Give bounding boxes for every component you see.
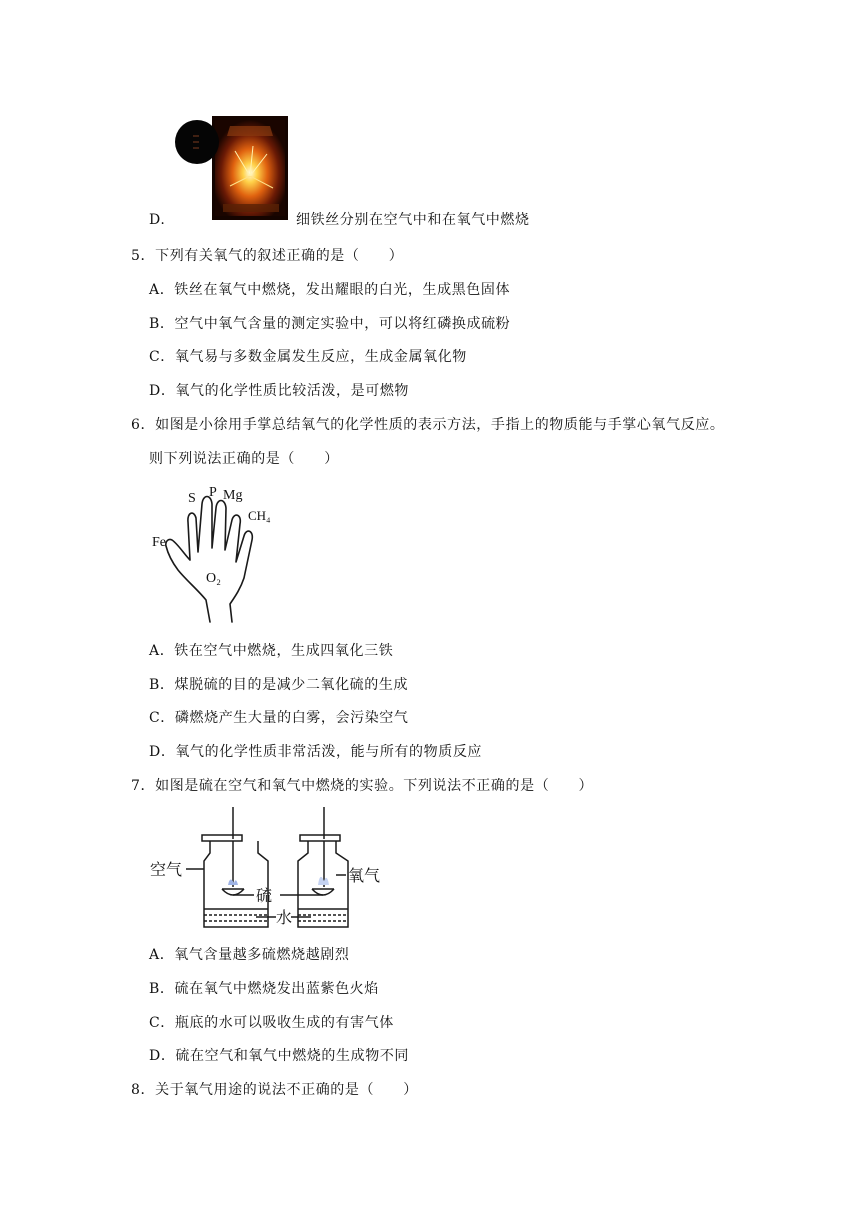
q6-option-b: B．煤脱硫的目的是减少二氧化硫的生成 [149,677,409,693]
q7-option-a: A．氧气含量越多硫燃烧越剧烈 [149,947,350,963]
question-6-stem-line1: 6．如图是小徐用手掌总结氧气的化学性质的表示方法，手指上的物质能与手掌心氧气反应。 [131,417,725,433]
label-sulfur: 硫 [256,886,273,905]
question-7-stem: 7．如图是硫在空气和氧气中燃烧的实验。下列说法不正确的是（ ） [131,778,594,794]
q5-option-a: A．铁丝在氧气中燃烧，发出耀眼的白光，生成黑色固体 [149,282,511,298]
iron-burning-figure [175,116,290,220]
sulfur-combustion-diagram [146,805,386,933]
hand-oxygen-diagram [148,482,288,624]
question-8-stem: 8．关于氧气用途的说法不正确的是（ ） [131,1082,418,1098]
q4-option-d-text: 细铁丝分别在空气中和在氧气中燃烧 [296,212,530,228]
label-oxygen: 氧气 [348,866,381,885]
q7-option-b: B．硫在氧气中燃烧发出蓝紫色火焰 [149,981,379,997]
q5-option-d: D．氧气的化学性质比较活泼，是可燃物 [149,383,410,399]
q5-option-c: C．氧气易与多数金属发生反应，生成金属氧化物 [149,349,467,365]
label-air: 空气 [150,860,183,879]
q6-option-c: C．磷燃烧产生大量的白雾，会污染空气 [149,710,409,726]
question-5-stem: 5．下列有关氧气的叙述正确的是（ ） [131,248,404,264]
finger-label-fe: Fe [152,535,166,550]
finger-label-ch4: CH₄ [248,508,271,523]
label-water: 水 [276,908,293,927]
q6-option-a: A．铁在空气中燃烧，生成四氧化三铁 [149,643,394,659]
q7-option-c: C．瓶底的水可以吸收生成的有害气体 [149,1015,394,1031]
q6-option-d: D．氧气的化学性质非常活泼，能与所有的物质反应 [149,744,483,760]
q5-option-b: B．空气中氧气含量的测定实验中，可以将红磷换成硫粉 [149,316,511,332]
question-6-stem-line2: 则下列说法正确的是（ ） [149,451,339,467]
palm-label-o2: O₂ [206,571,221,586]
finger-label-mg: Mg [223,488,243,503]
q7-option-d: D．硫在空气和氧气中燃烧的生成物不同 [149,1048,410,1064]
finger-label-p: P [209,485,217,500]
q4-option-d-label: D. [149,212,166,228]
finger-label-s: S [188,491,196,506]
